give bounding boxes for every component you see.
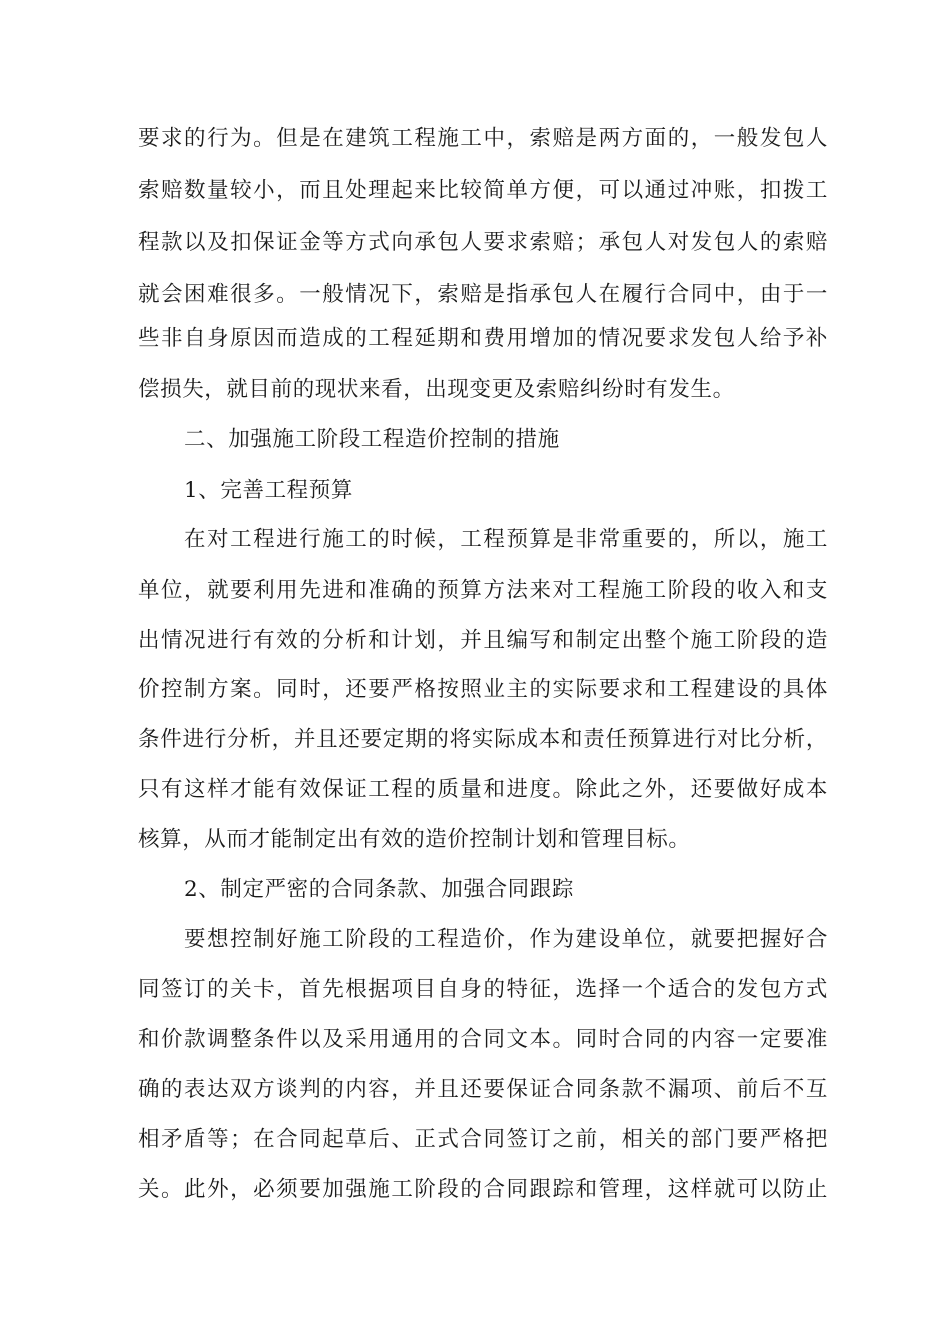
text-line: 相矛盾等；在合同起草后、正式合同签订之前，相关的部门要严格把 xyxy=(138,1127,828,1152)
text-line: 要想控制好施工阶段的工程造价，作为建设单位，就要把握好合 xyxy=(184,927,828,952)
text-line: 核算，从而才能制定出有效的造价控制计划和管理目标。 xyxy=(138,827,691,852)
subsection-heading: 2、制定严密的合同条款、加强合同跟踪 xyxy=(184,877,574,902)
text-line: 确的表达双方谈判的内容，并且还要保证合同条款不漏项、前后不互 xyxy=(138,1077,828,1102)
text-line: 价控制方案。同时，还要严格按照业主的实际要求和工程建设的具体 xyxy=(138,677,828,702)
text-line: 和价款调整条件以及采用通用的合同文本。同时合同的内容一定要准 xyxy=(138,1027,828,1052)
text-line: 要求的行为。但是在建筑工程施工中，索赔是两方面的，一般发包人 xyxy=(138,126,828,151)
text-line: 同签订的关卡，首先根据项目自身的特征，选择一个适合的发包方式 xyxy=(138,977,828,1002)
text-line: 在对工程进行施工的时候，工程预算是非常重要的，所以，施工 xyxy=(184,527,828,552)
subsection-heading: 1、完善工程预算 xyxy=(184,478,353,503)
text-line: 出情况进行有效的分析和计划，并且编写和制定出整个施工阶段的造 xyxy=(138,628,828,653)
text-line: 些非自身原因而造成的工程延期和费用增加的情况要求发包人给予补 xyxy=(138,326,828,351)
text-line: 偿损失，就目前的现状来看，出现变更及索赔纠纷时有发生。 xyxy=(138,377,735,402)
text-line: 就会困难很多。一般情况下，索赔是指承包人在履行合同中，由于一 xyxy=(138,282,828,307)
text-line: 单位，就要利用先进和准确的预算方法来对工程施工阶段的收入和支 xyxy=(138,578,828,603)
text-line: 关。此外，必须要加强施工阶段的合同跟踪和管理，这样就可以防止 xyxy=(138,1177,828,1202)
text-line: 程款以及扣保证金等方式向承包人要求索赔；承包人对发包人的索赔 xyxy=(138,230,828,255)
text-line: 条件进行分析，并且还要定期的将实际成本和责任预算进行对比分析， xyxy=(138,727,828,752)
text-line: 索赔数量较小，而且处理起来比较简单方便，可以通过冲账，扣拨工 xyxy=(138,178,828,203)
text-line: 只有这样才能有效保证工程的质量和进度。除此之外，还要做好成本 xyxy=(138,777,828,802)
section-heading: 二、加强施工阶段工程造价控制的措施 xyxy=(184,427,560,452)
